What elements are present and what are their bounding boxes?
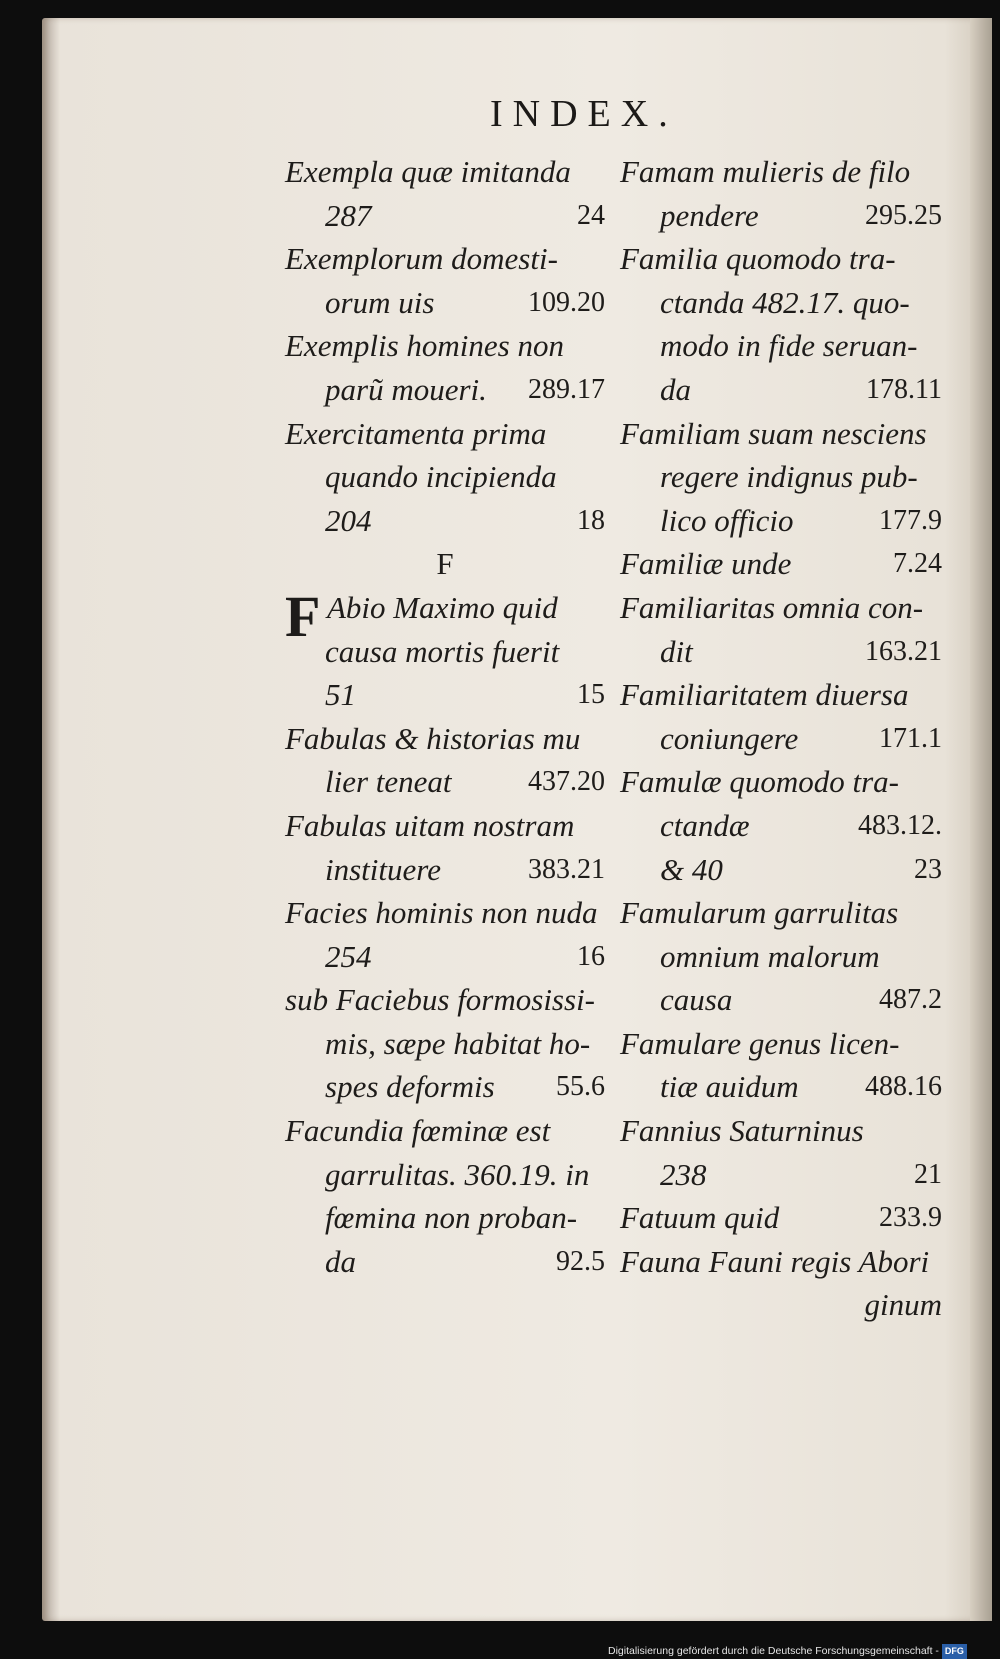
index-line	[620, 804, 942, 848]
index-line	[620, 368, 942, 412]
index-entry-text: Famam mulieris de filo	[620, 154, 911, 189]
index-line	[620, 1022, 942, 1066]
index-entry-text: Familiaritatem diuersa	[620, 677, 909, 713]
index-entry-text: orum uis	[325, 284, 435, 320]
index-entry-text: Familiam suam nesciens	[620, 415, 927, 451]
index-entry-text: quando incipienda	[325, 459, 557, 495]
index-entry-page-ref: 437.20	[528, 766, 605, 798]
index-line	[620, 673, 942, 717]
index-entry-text: Facies hominis non nuda	[285, 895, 598, 931]
index-entry-text: coniungere	[660, 720, 799, 756]
index-line	[620, 194, 942, 238]
index-entry-text: Abio Maximo quid	[327, 589, 558, 625]
index-entry-text: Facundia fœminæ est	[285, 1113, 551, 1149]
index-entry-page-ref: 16	[577, 940, 605, 972]
index-line	[285, 412, 605, 456]
index-entry-page-ref: 21	[914, 1158, 942, 1190]
index-entry-text: Fatuum quid	[620, 1200, 780, 1236]
index-line	[620, 542, 942, 586]
index-entry-page-ref: 488.16	[865, 1071, 942, 1103]
index-entry-text: 51	[325, 677, 356, 713]
index-line	[620, 935, 942, 979]
index-line	[620, 412, 942, 456]
index-entry-text: Familiæ unde	[620, 546, 792, 582]
index-line	[620, 455, 942, 499]
index-line	[285, 673, 605, 717]
credit-text: Digitalisierung gefördert durch die Deutsche Forschungsgemeinschaft -	[608, 1645, 939, 1657]
index-entry-page-ref: 163.21	[865, 635, 942, 667]
index-entry-text: 287	[325, 197, 372, 233]
index-line	[620, 630, 942, 674]
index-line	[620, 1153, 942, 1197]
index-line	[285, 978, 605, 1022]
index-entry-text: Exemplorum domesti-	[285, 241, 558, 277]
index-entry-text: Fabulas uitam nostram	[285, 807, 575, 843]
index-entry-text: regere indignus pub-	[660, 459, 918, 495]
index-line	[620, 1109, 942, 1153]
index-entry-page-ref: 92.5	[556, 1245, 605, 1277]
index-entry-text: Famulæ quomodo tra-	[620, 764, 899, 800]
index-line	[620, 1065, 942, 1109]
index-entry-page-ref: 178.11	[866, 373, 942, 405]
index-line	[285, 542, 605, 586]
index-line	[285, 1065, 605, 1109]
dfg-logo: DFG	[942, 1644, 967, 1659]
index-entry-text: Fabulas & historias mu	[285, 720, 581, 756]
index-entry-text: Exercitamenta prima	[285, 415, 547, 451]
index-line	[285, 583, 605, 649]
index-line	[620, 237, 942, 281]
index-entry-text: 204	[325, 502, 372, 538]
index-entry-page-ref: 7.24	[893, 548, 942, 580]
index-entry-text: parũ moueri.	[325, 371, 487, 407]
index-line	[285, 281, 605, 325]
index-entry-text: sub Faciebus formosissi-	[285, 982, 595, 1018]
index-entry-page-ref: 24	[577, 199, 605, 231]
index-entry-page-ref: 295.25	[865, 199, 942, 231]
index-entry-text: fœmina non proban-	[325, 1200, 578, 1236]
index-entry-text: Exemplis homines non	[285, 328, 564, 364]
index-entry-page-ref: 18	[577, 504, 605, 536]
index-entry-text: Fauna Fauni regis Abori	[620, 1243, 930, 1279]
index-entry-text: causa mortis fuerit	[325, 633, 560, 669]
index-entry-text: lier teneat	[325, 764, 452, 800]
index-entry-text: Famulare genus licen-	[620, 1025, 900, 1061]
index-line	[285, 891, 605, 935]
index-line	[620, 1240, 942, 1284]
index-entry-text: lico officio	[660, 502, 794, 538]
index-line	[620, 324, 942, 368]
index-entry-page-ref: 15	[577, 679, 605, 711]
index-line	[285, 194, 605, 238]
index-entry-text: tiæ auidum	[660, 1069, 799, 1105]
index-line	[285, 760, 605, 804]
index-entry-text: Famularum garrulitas	[620, 895, 899, 931]
index-entry-text: instituere	[325, 851, 441, 887]
index-entry-text: ctanda 482.17. quo-	[660, 284, 910, 320]
index-line	[285, 237, 605, 281]
index-line	[620, 499, 942, 543]
index-line	[285, 368, 605, 412]
index-column-right	[620, 150, 942, 1327]
running-title: INDEX.	[490, 93, 678, 135]
index-entry-text: dit	[660, 633, 693, 669]
index-entry-page-ref: 171.1	[879, 722, 942, 754]
index-entry-text: Familia quomodo tra-	[620, 241, 896, 277]
index-entry-text: spes deformis	[325, 1069, 495, 1105]
index-line	[285, 848, 605, 892]
index-entry-page-ref: 289.17	[528, 373, 605, 405]
index-column-left	[285, 150, 605, 1283]
index-entry-page-ref: 483.12.	[858, 809, 942, 841]
index-entry-text: Fannius Saturninus	[620, 1113, 864, 1149]
index-entry-page-ref: 383.21	[528, 853, 605, 885]
index-entry-text: modo in fide seruan-	[660, 328, 918, 364]
index-entry-page-ref: 23	[914, 853, 942, 885]
index-line	[620, 1196, 942, 1240]
index-line	[285, 1153, 605, 1197]
index-line	[620, 717, 942, 761]
index-entry-text: da	[660, 371, 691, 407]
index-entry-text: mis, sæpe habitat ho-	[325, 1025, 591, 1061]
index-line	[620, 586, 942, 630]
index-line	[285, 1109, 605, 1153]
index-entry-text: pendere	[660, 197, 759, 233]
index-entry-text: F	[436, 546, 454, 582]
index-entry-text: ginum	[864, 1287, 942, 1323]
index-line	[285, 1196, 605, 1240]
index-entry-page-ref: 55.6	[556, 1071, 605, 1103]
index-line	[620, 281, 942, 325]
digitization-credit	[608, 1644, 1000, 1659]
index-entry-text: 238	[660, 1156, 707, 1192]
index-line	[285, 804, 605, 848]
index-entry-text: Familiaritas omnia con-	[620, 589, 924, 625]
index-entry-text: & 40	[660, 851, 723, 887]
index-line	[620, 150, 942, 194]
index-line	[620, 891, 942, 935]
index-entry-text: omnium malorum	[660, 938, 880, 974]
page-edge	[970, 18, 992, 1621]
index-line	[285, 935, 605, 979]
index-line	[285, 717, 605, 761]
index-line	[620, 1283, 942, 1327]
index-entry-page-ref: 487.2	[879, 984, 942, 1016]
index-line	[285, 1240, 605, 1284]
index-entry-page-ref: 177.9	[879, 504, 942, 536]
index-line	[620, 978, 942, 1022]
index-entry-text: 254	[325, 938, 372, 974]
drop-cap: F	[285, 583, 321, 649]
index-line	[285, 630, 605, 674]
index-line	[285, 499, 605, 543]
index-entry-page-ref: 109.20	[528, 286, 605, 318]
index-line	[285, 1022, 605, 1066]
index-entry-text: da	[325, 1243, 356, 1279]
index-line	[620, 848, 942, 892]
index-entry-text: Exempla quæ imitanda	[285, 154, 571, 189]
index-line	[285, 150, 605, 194]
index-entry-text: causa	[660, 982, 733, 1018]
index-line	[285, 324, 605, 368]
index-entry-text: ctandæ	[660, 807, 750, 843]
index-line	[285, 455, 605, 499]
index-entry-page-ref: 233.9	[879, 1202, 942, 1234]
index-line	[620, 760, 942, 804]
index-entry-text: garrulitas. 360.19. in	[325, 1156, 590, 1192]
